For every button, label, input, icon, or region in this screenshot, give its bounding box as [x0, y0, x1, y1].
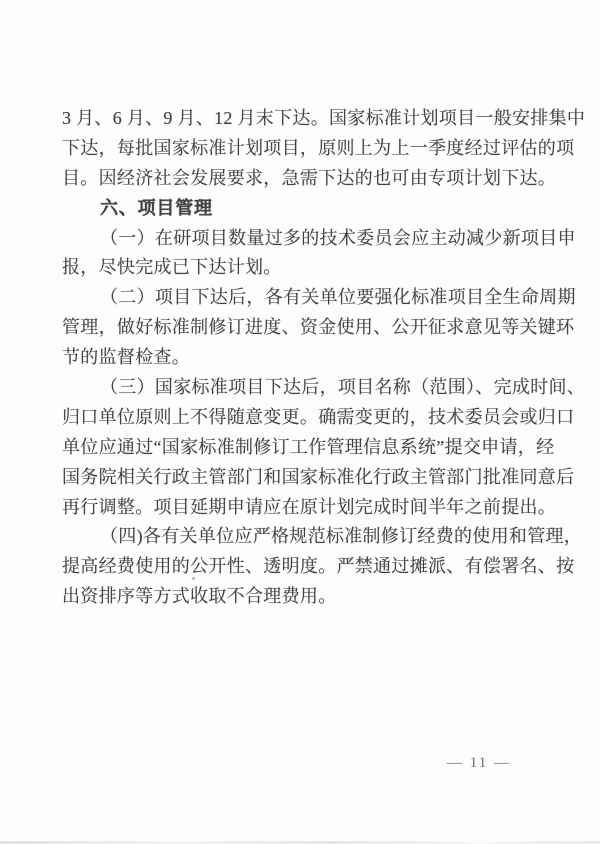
text-line: 下达，每批国家标准计划项目，原则上为上一季度经过评估的项 — [62, 137, 575, 158]
section-heading: 六、项目管理 — [100, 197, 213, 218]
text-line: （三）国家标准项目下达后，项目名称（范围）、完成时间、 — [100, 377, 586, 398]
page-number: — 11 — — [447, 755, 511, 771]
scan-speck-artifact — [192, 577, 195, 580]
text-line: 国务院相关行政主管部门和国家标准化行政主管部门批准同意后 — [62, 466, 575, 487]
text-line: 提高经费使用的公开性、透明度。严禁通过摊派、有偿署名、按 — [62, 556, 575, 577]
text-line: 目。因经济社会发展要求，急需下达的也可由专项计划下达。 — [62, 167, 557, 188]
text-line: 单位应通过“国家标准制修订工作管理信息系统”提交申请，经 — [62, 436, 555, 457]
document-body — [62, 104, 586, 612]
text-line: 出资排序等方式收取不合理费用。 — [62, 586, 337, 607]
text-line: （二）项目下达后，各有关单位要强化标准项目全生命周期 — [100, 287, 576, 308]
text-line: 再行调整。项目延期申请应在原计划完成时间半年之前提出。 — [62, 496, 557, 517]
text-line: 管理，做好标准制修订进度、资金使用、公开征求意见等关键环 — [62, 317, 575, 338]
text-line: 节的监督检查。 — [62, 347, 191, 368]
text-line: （一）在研项目数量过多的技术委员会应主动减少新项目申 — [100, 227, 576, 248]
text-line: （四)各有关单位应严格规范标准制修订经费的使用和管理， — [100, 526, 583, 547]
text-line: 归口单位原则上不得随意变更。确需变更的，技术委员会或归口 — [62, 406, 575, 427]
text-line: 报，尽快完成已下达计划。 — [62, 257, 282, 278]
text-line: 3 月、6 月、9 月、12 月末下达。国家标准计划项目一般安排集中 — [62, 108, 586, 128]
